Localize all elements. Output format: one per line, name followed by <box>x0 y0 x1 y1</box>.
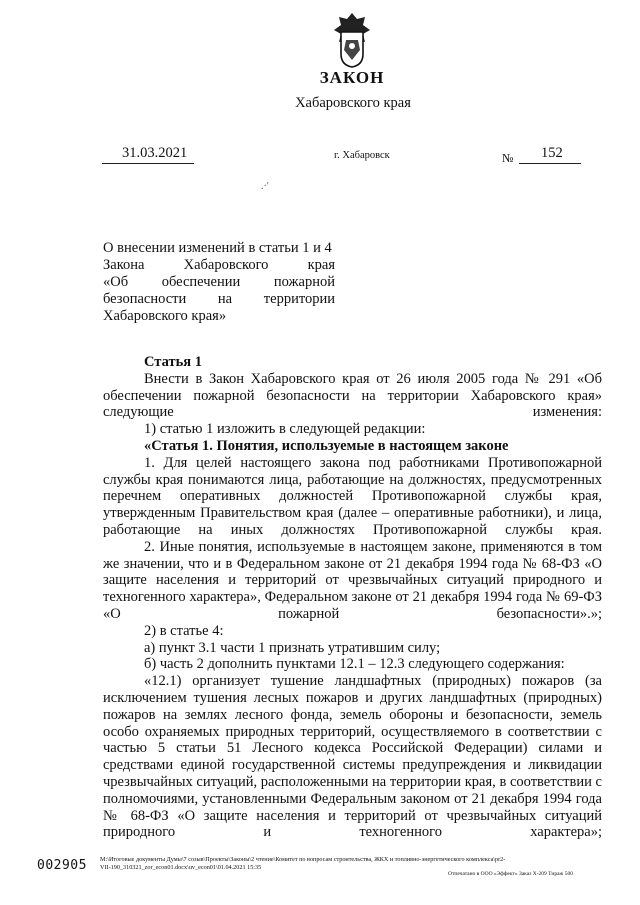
document-title: ЗАКОН <box>319 68 385 87</box>
paragraph: 2) в статье 4: <box>144 622 224 639</box>
file-path-line-2: VII-190_310321_zor_econ01.docx\uv_econ01\01.04.2021 15:35 <box>100 864 262 871</box>
paragraph: Внести в Закон Хабаровского края от 26 июля 2005 года № 291 «Об обеспечении пожарной безопасности на территории Хабаровского края» следующие изменения: <box>103 370 602 421</box>
subject-line: О внесении изменений в статьи 1 и 4 <box>103 240 332 256</box>
paragraph: 1. Для целей настоящего закона под работниками Противопожарной службы края понимаются лица, работающие на должностях, предусмотренных перечнем оперативных должностей Противопожарной службы края, утвержденным Правительством края (далее – оперативные работники), и лица, работающие на иных должностях Противопожарной службы края. <box>103 454 602 538</box>
number-label: № <box>502 151 514 165</box>
inserted-article-heading: «Статья 1. Понятия, используемые в настоящем законе <box>144 437 509 454</box>
subject-line: «Об обеспечении пожарной <box>103 274 335 290</box>
paragraph: а) пункт 3.1 части 1 признать утратившим силу; <box>144 639 441 656</box>
subject-line: Закона Хабаровского края <box>103 257 335 273</box>
subject-line: Хабаровского края» <box>103 308 227 324</box>
paragraph: 2. Иные понятия, используемые в настоящем законе, применяются в том же значении, что и в Федеральном законе от 21 декабря 1994 года № 68-ФЗ «О защите населения и территорий от чрезвычайных ситуаций природного и техногенного характера», Федеральном законе от 21 декабря 1994 года № 69-ФЗ «О пожарной безопасности».»; <box>103 538 602 622</box>
number-underline <box>519 163 581 164</box>
paragraph: б) часть 2 дополнить пунктами 12.1 – 12.3 следующего содержания: <box>144 656 565 673</box>
document-body <box>103 354 602 841</box>
coat-of-arms-emblem <box>330 10 374 68</box>
document-date: 31.03.2021 <box>122 145 188 161</box>
article-heading: Статья 1 <box>144 354 202 370</box>
date-underline <box>102 163 194 164</box>
document-city: г. Хабаровск <box>334 150 390 161</box>
paragraph: 1) статью 1 изложить в следующей редакции: <box>144 421 426 438</box>
file-path-line-1: M:\Итоговые документы Думы\7 созыв\Проекты\Законы\2 чтение\Комитет по вопросам строительства, ЖКХ и топливно-энергетического комплекса\pr2- <box>100 856 506 863</box>
document-number: 152 <box>541 145 563 161</box>
document-subtitle: Хабаровского края <box>295 95 411 111</box>
subject-line: безопасности на территории <box>103 291 335 307</box>
law-subject <box>103 240 335 325</box>
scan-speck: .·' <box>261 181 269 192</box>
print-note: Отпечатано в ООО «Эффект» Заказ X-209 Тираж 500 <box>448 871 573 877</box>
paragraph: «12.1) организует тушение ландшафтных (природных) пожаров (за исключением тушения лесных пожаров и других ландшафтных (природных) пожаров на землях лесного фонда, земель обороны и безопасности, земель особо охраняемых природных территорий, осуществляемого в соответствии с частью 5 статьи 51 Лесного кодекса Российской Федерации) силами и средствами единой государственной системы предупреждения и ликвидации чрезвычайных ситуаций, расположенными на территории края, в соответствии с полномочиями, установленными Федеральным законом от 21 декабря 1994 года № 68-ФЗ «О защите населения и территорий от чрезвычайных ситуаций природного и техногенного характера»; <box>103 673 602 841</box>
page-code: 002905 <box>37 858 87 873</box>
